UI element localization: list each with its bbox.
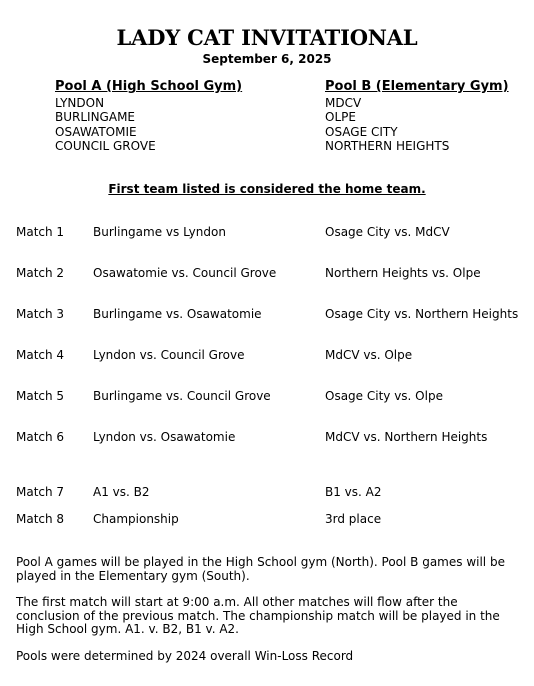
pool-a [55, 80, 242, 154]
pool-b [325, 80, 509, 154]
pool-b-match: 3rd place [325, 512, 382, 526]
pool-a-team: LYNDON [55, 95, 105, 110]
event-date: September 6, 2025 [202, 52, 332, 66]
pool-a-team: BURLINGAME [55, 110, 135, 124]
pool-b-team: MDCV [325, 95, 362, 110]
pool-b-match: Osage City vs. Olpe [325, 389, 443, 403]
pool-a-match: A1 vs. B2 [93, 485, 150, 499]
pool-b-team: NORTHERN HEIGHTS [325, 139, 450, 153]
page-title: LADY CAT INVITATIONAL [116, 25, 418, 50]
pool-a-team: OSAWATOMIE [55, 124, 137, 139]
pool-b-match: MdCV vs. Northern Heights [325, 430, 488, 444]
pools-note: Pools were determined by 2024 overall Win-Loss Record [16, 649, 354, 663]
pool-b-team: OLPE [325, 110, 356, 124]
match-label: Match 5 [16, 389, 65, 403]
pool-b-match: B1 vs. A2 [325, 485, 382, 499]
pool-a-heading: Pool A (High School Gym) [55, 79, 243, 94]
pool-b-match: Osage City vs. Northern Heights [325, 307, 519, 321]
pool-b-team: OSAGE CITY [325, 124, 398, 139]
match-label: Match 8 [16, 512, 65, 526]
pool-a-match: Burlingame vs. Osawatomie [93, 307, 262, 321]
home-team-note: First team listed is considered the home team. [108, 182, 426, 196]
pool-a-team: COUNCIL GROVE [55, 139, 156, 153]
pool-a-match: Burlingame vs. Council Grove [93, 389, 271, 403]
match-label: Match 6 [16, 430, 65, 444]
pool-a-match: Lyndon vs. Osawatomie [93, 430, 236, 444]
match-label: Match 3 [16, 307, 65, 321]
pool-a-match: Burlingame vs Lyndon [93, 225, 226, 239]
pool-a-match: Championship [93, 512, 179, 526]
gym-note: Pool A games will be played in the High School gym (North). Pool B games will be played in the Elementary gym (South). [16, 555, 505, 583]
schedule-note: The first match will start at 9:00 a.m. All other matches will flow after the conclusion of the previous match. The championship match will be played in the High School gym. A1. v. B2, B1 v. A2. [16, 595, 500, 636]
pool-a-match: Lyndon vs. Council Grove [93, 348, 245, 362]
match-label: Match 7 [16, 485, 65, 499]
match-label: Match 2 [16, 266, 65, 280]
pool-b-heading: Pool B (Elementary Gym) [325, 79, 509, 94]
pool-b-match: MdCV vs. Olpe [325, 348, 413, 362]
match-label: Match 1 [16, 225, 65, 239]
pool-b-match: Northern Heights vs. Olpe [325, 266, 481, 280]
pool-a-match: Osawatomie vs. Council Grove [93, 266, 277, 280]
match-label: Match 4 [16, 348, 65, 362]
pool-b-match: Osage City vs. MdCV [325, 225, 450, 239]
